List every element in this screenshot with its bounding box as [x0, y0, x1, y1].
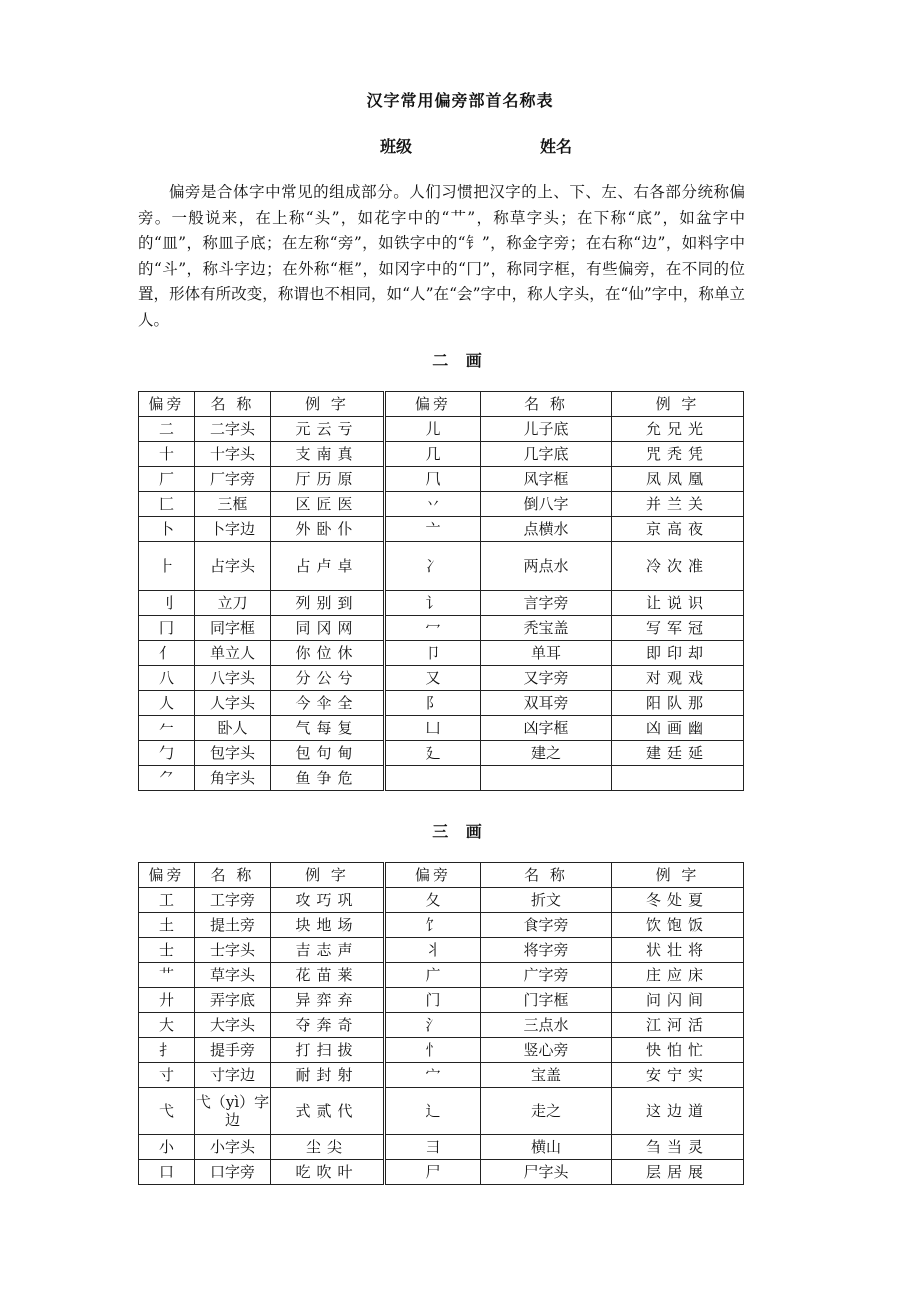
- examples-cell: 今伞全: [271, 691, 385, 716]
- radical-cell: 冫: [385, 542, 481, 591]
- header-examples: 例 字: [612, 392, 744, 417]
- name-cell: 寸字边: [195, 1063, 271, 1088]
- header-name: 名 称: [481, 863, 612, 888]
- examples-cell: 冷次准: [612, 542, 744, 591]
- header-examples: 例 字: [271, 392, 385, 417]
- radical-cell: 又: [385, 666, 481, 691]
- table-row: [139, 1038, 744, 1063]
- name-cell: 门字框: [481, 988, 612, 1013]
- table-row: [139, 666, 744, 691]
- table-row: [139, 1160, 744, 1185]
- table-row: [139, 988, 744, 1013]
- name-cell: 横山: [481, 1135, 612, 1160]
- radical-cell: 扌: [139, 1038, 195, 1063]
- table-row: [139, 716, 744, 741]
- examples-cell: 允兄光: [612, 417, 744, 442]
- name-cell: 提手旁: [195, 1038, 271, 1063]
- radical-cell: 广: [385, 963, 481, 988]
- table-row: [139, 517, 744, 542]
- radical-cell: 大: [139, 1013, 195, 1038]
- name-cell: 厂字旁: [195, 467, 271, 492]
- name-cell: 言字旁: [481, 591, 612, 616]
- name-cell: 弋（yì）字边: [195, 1088, 271, 1135]
- examples-cell: 气每复: [271, 716, 385, 741]
- table-row: [139, 938, 744, 963]
- radical-cell: 门: [385, 988, 481, 1013]
- name-cell: 凶字框: [481, 716, 612, 741]
- name-cell: 单立人: [195, 641, 271, 666]
- name-cell: 三框: [195, 492, 271, 517]
- examples-cell: 京高夜: [612, 517, 744, 542]
- radical-cell: 𠂉: [139, 716, 195, 741]
- table-row: [139, 1013, 744, 1038]
- examples-cell: 这边道: [612, 1088, 744, 1135]
- examples-cell: 吃吹叶: [271, 1160, 385, 1185]
- examples-cell: 让说识: [612, 591, 744, 616]
- radical-cell: 廾: [139, 988, 195, 1013]
- header-row: [139, 863, 744, 888]
- examples-cell: 问闪间: [612, 988, 744, 1013]
- examples-cell: 状壮将: [612, 938, 744, 963]
- class-label: 班级: [380, 137, 413, 156]
- radical-cell: 宀: [385, 1063, 481, 1088]
- examples-cell: 尘尖: [271, 1135, 385, 1160]
- radical-cell: 辶: [385, 1088, 481, 1135]
- radical-cell: 八: [139, 666, 195, 691]
- header-name: 名 称: [481, 392, 612, 417]
- examples-cell: 层居展: [612, 1160, 744, 1185]
- name-cell: 角字头: [195, 766, 271, 791]
- radicals-table-three-strokes: [138, 862, 744, 1185]
- examples-cell: 庄应床: [612, 963, 744, 988]
- radical-cell: 卩: [385, 641, 481, 666]
- examples-cell: 厅历原: [271, 467, 385, 492]
- name-cell: 大字头: [195, 1013, 271, 1038]
- radical-cell: 廴: [385, 741, 481, 766]
- intro-text: 偏旁是合体字中常见的组成部分。人们习惯把汉字的上、下、左、右各部分统称偏旁。一般说来，在上称“头”，如花字中的“艹”，称草字头；在下称“底”，如盆字中的“皿”，称皿子底；在左称“旁”，如铁字中的“钅”，称金字旁；在右称“边”，如料字中的“斗”，称斗字边；在外称“框”，如冈字中的“冂”，称同字框，有些偏旁，在不同的位置，形体有所改变，称谓也不相同，如“人”在“会”字中，称人字头，在“仙”字中，称单立人。: [138, 183, 746, 329]
- page-title: 汉字常用偏旁部首名称表: [366, 91, 554, 110]
- radical-cell: 土: [139, 913, 195, 938]
- name-cell: 折文: [481, 888, 612, 913]
- radical-cell: 夂: [385, 888, 481, 913]
- name-cell: 卜字边: [195, 517, 271, 542]
- header-radical: 偏旁: [385, 863, 481, 888]
- radical-cell: 几: [385, 442, 481, 467]
- radical-cell: 匚: [139, 492, 195, 517]
- radical-cell: ⺇: [385, 467, 481, 492]
- name-cell: 人字头: [195, 691, 271, 716]
- examples-cell: 夺奔奇: [271, 1013, 385, 1038]
- examples-cell: 快怕忙: [612, 1038, 744, 1063]
- name-cell: 同字框: [195, 616, 271, 641]
- name-cell: 士字头: [195, 938, 271, 963]
- examples-cell: 江河活: [612, 1013, 744, 1038]
- name-cell: 食字旁: [481, 913, 612, 938]
- name-cell: 两点水: [481, 542, 612, 591]
- examples-cell: 并兰关: [612, 492, 744, 517]
- name-cell: 风字框: [481, 467, 612, 492]
- table-row: [139, 1135, 744, 1160]
- radical-cell: 亠: [385, 517, 481, 542]
- radical-cell: 口: [139, 1160, 195, 1185]
- radical-cell: 氵: [385, 1013, 481, 1038]
- radical-cell: 二: [139, 417, 195, 442]
- name-cell: [481, 766, 612, 791]
- examples-cell: 吉志声: [271, 938, 385, 963]
- name-cell: 十字头: [195, 442, 271, 467]
- name-cell: 宝盖: [481, 1063, 612, 1088]
- examples-cell: 异弈弃: [271, 988, 385, 1013]
- table-row: [139, 888, 744, 913]
- examples-cell: 块地场: [271, 913, 385, 938]
- radical-cell: 忄: [385, 1038, 481, 1063]
- name-cell: 卧人: [195, 716, 271, 741]
- examples-cell: 区匠医: [271, 492, 385, 517]
- radical-cell: 士: [139, 938, 195, 963]
- table-row: [139, 741, 744, 766]
- radical-cell: ⺈: [139, 766, 195, 791]
- name-cell: 小字头: [195, 1135, 271, 1160]
- table-row: [139, 616, 744, 641]
- radical-cell: 彐: [385, 1135, 481, 1160]
- examples-cell: 饮饱饭: [612, 913, 744, 938]
- name-cell: 尸字头: [481, 1160, 612, 1185]
- name-cell: 走之: [481, 1088, 612, 1135]
- examples-cell: 凶画幽: [612, 716, 744, 741]
- radical-cell: 丷: [385, 492, 481, 517]
- name-cell: 工字旁: [195, 888, 271, 913]
- header-examples: 例 字: [612, 863, 744, 888]
- examples-cell: 支南真: [271, 442, 385, 467]
- radical-cell: 勹: [139, 741, 195, 766]
- header-examples: 例 字: [271, 863, 385, 888]
- radical-cell: 寸: [139, 1063, 195, 1088]
- section-heading-two-strokes: 二 画: [432, 351, 488, 370]
- examples-cell: 冬处夏: [612, 888, 744, 913]
- table-row: [139, 492, 744, 517]
- examples-cell: 包句甸: [271, 741, 385, 766]
- name-cell: 包字头: [195, 741, 271, 766]
- header-name: 名 称: [195, 863, 271, 888]
- radicals-table-two-strokes: [138, 391, 744, 791]
- radical-cell: 尸: [385, 1160, 481, 1185]
- radical-cell: ⺊: [139, 542, 195, 591]
- examples-cell: 元云亏: [271, 417, 385, 442]
- name-cell: 广字旁: [481, 963, 612, 988]
- table-row: [139, 467, 744, 492]
- radical-cell: 弋: [139, 1088, 195, 1135]
- name-label: 姓名: [540, 137, 573, 156]
- examples-cell: 占卢卓: [271, 542, 385, 591]
- table-row: [139, 542, 744, 591]
- name-cell: 单耳: [481, 641, 612, 666]
- header-radical: 偏旁: [385, 392, 481, 417]
- examples-cell: 咒秃凭: [612, 442, 744, 467]
- radical-cell: 儿: [385, 417, 481, 442]
- examples-cell: 建廷延: [612, 741, 744, 766]
- examples-cell: 你位休: [271, 641, 385, 666]
- radical-cell: 厂: [139, 467, 195, 492]
- name-cell: 点横水: [481, 517, 612, 542]
- radical-cell: 工: [139, 888, 195, 913]
- name-cell: 立刀: [195, 591, 271, 616]
- examples-cell: 凤凤凰: [612, 467, 744, 492]
- radical-cell: 凵: [385, 716, 481, 741]
- examples-cell: 打扫拔: [271, 1038, 385, 1063]
- header-row: [139, 392, 744, 417]
- examples-cell: 阳队那: [612, 691, 744, 716]
- table-row: [139, 1063, 744, 1088]
- radical-cell: 小: [139, 1135, 195, 1160]
- examples-cell: 攻巧巩: [271, 888, 385, 913]
- name-cell: 三点水: [481, 1013, 612, 1038]
- name-cell: 弄字底: [195, 988, 271, 1013]
- radical-cell: 艹: [139, 963, 195, 988]
- examples-cell: 式贰代: [271, 1088, 385, 1135]
- name-cell: 竖心旁: [481, 1038, 612, 1063]
- intro-paragraph: [138, 180, 745, 334]
- name-cell: 又字旁: [481, 666, 612, 691]
- table-row: [139, 913, 744, 938]
- examples-cell: 安宁实: [612, 1063, 744, 1088]
- name-cell: 八字头: [195, 666, 271, 691]
- name-cell: 建之: [481, 741, 612, 766]
- header-radical: 偏旁: [139, 392, 195, 417]
- table-row: [139, 641, 744, 666]
- table-row: [139, 963, 744, 988]
- table-row: [139, 591, 744, 616]
- table-row: [139, 691, 744, 716]
- radical-cell: 冂: [139, 616, 195, 641]
- name-cell: 将字旁: [481, 938, 612, 963]
- radical-cell: 卜: [139, 517, 195, 542]
- name-cell: 双耳旁: [481, 691, 612, 716]
- examples-cell: 鱼争危: [271, 766, 385, 791]
- name-cell: 几字底: [481, 442, 612, 467]
- radical-cell: 饣: [385, 913, 481, 938]
- name-cell: 占字头: [195, 542, 271, 591]
- radical-cell: 冖: [385, 616, 481, 641]
- radical-cell: 人: [139, 691, 195, 716]
- name-cell: 二字头: [195, 417, 271, 442]
- examples-cell: [612, 766, 744, 791]
- examples-cell: 对观戏: [612, 666, 744, 691]
- examples-cell: 写军冠: [612, 616, 744, 641]
- name-cell: 倒八字: [481, 492, 612, 517]
- examples-cell: 外卧仆: [271, 517, 385, 542]
- name-cell: 口字旁: [195, 1160, 271, 1185]
- radical-cell: 亻: [139, 641, 195, 666]
- name-cell: 儿子底: [481, 417, 612, 442]
- examples-cell: 花苗莱: [271, 963, 385, 988]
- radical-cell: 十: [139, 442, 195, 467]
- examples-cell: 分公兮: [271, 666, 385, 691]
- radical-cell: 丬: [385, 938, 481, 963]
- radical-cell: 刂: [139, 591, 195, 616]
- radical-cell: 讠: [385, 591, 481, 616]
- table-row: [139, 766, 744, 791]
- table-row: [139, 442, 744, 467]
- examples-cell: 同冈网: [271, 616, 385, 641]
- examples-cell: 刍当灵: [612, 1135, 744, 1160]
- name-cell: 提土旁: [195, 913, 271, 938]
- header-name: 名 称: [195, 392, 271, 417]
- examples-cell: 耐封射: [271, 1063, 385, 1088]
- name-cell: 秃宝盖: [481, 616, 612, 641]
- name-cell: 草字头: [195, 963, 271, 988]
- radical-cell: 阝: [385, 691, 481, 716]
- table-row: [139, 417, 744, 442]
- header-radical: 偏旁: [139, 863, 195, 888]
- examples-cell: 即印却: [612, 641, 744, 666]
- section-heading-three-strokes: 三 画: [432, 822, 488, 841]
- radical-cell: [385, 766, 481, 791]
- table-row: [139, 1088, 744, 1135]
- examples-cell: 列别到: [271, 591, 385, 616]
